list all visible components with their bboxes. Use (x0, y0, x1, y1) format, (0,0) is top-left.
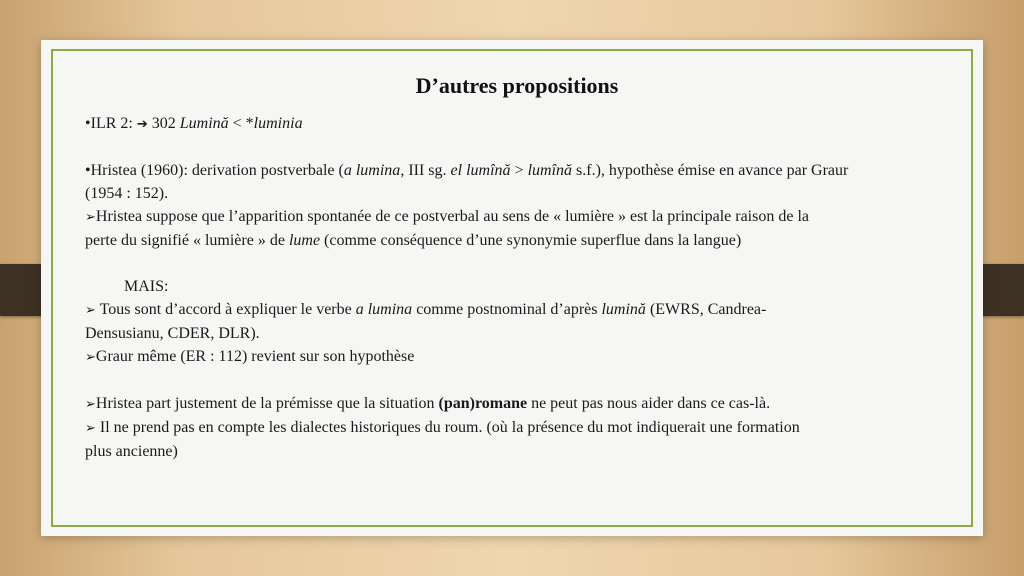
mais-heading: MAIS: (124, 278, 169, 295)
arrowhead-bullet-icon: ➢ (85, 397, 96, 412)
slide-card (41, 40, 983, 536)
slide-content (85, 71, 949, 463)
arrow-item-premisse: ➢Hristea part justement de la prémisse que la situation (pan)romane ne peut pas nous aider dans ce cas-là. (85, 395, 771, 412)
bullet-ilr: •ILR 2: ➔ 302 Lumină < *luminia (85, 115, 303, 132)
arrowhead-bullet-icon: ➢ (85, 421, 96, 436)
arrow-item-dialectes: ➢ Il ne prend pas en compte les dialectes historiques du roum. (où la présence du mot indiquerait une formation plus ancienne) (85, 419, 800, 460)
arrowhead-bullet-icon: ➢ (85, 350, 96, 365)
bullet-hristea: •Hristea (1960): derivation postverbale (a lumina, III sg. el lumînă > lumînă s.f.), hypothèse émise en avance par Graur (1954 : 152). (85, 162, 849, 202)
arrowhead-bullet-icon: ➢ (85, 210, 96, 225)
arrow-item-hristea-suppose: ➢Hristea suppose que l’apparition spontanée de ce postverbal au sens de « lumière » est la principale raison de la perte du signifié « lumière » de lume (comme conséquence d’une synonymie superflue dans la langue) (85, 208, 809, 249)
right-arrow-icon: ➔ (136, 117, 148, 132)
arrow-item-graur: ➢Graur même (ER : 112) revient sur son hypothèse (85, 348, 415, 365)
arrow-item-tous-sont: ➢ Tous sont d’accord à expliquer le verbe a lumina comme postnominal d’après lumină (EWRS, Candrea- Densusianu, CDER, DLR). (85, 301, 767, 342)
arrowhead-bullet-icon: ➢ (85, 303, 96, 318)
slide-title: D’autres propositions (415, 73, 619, 98)
